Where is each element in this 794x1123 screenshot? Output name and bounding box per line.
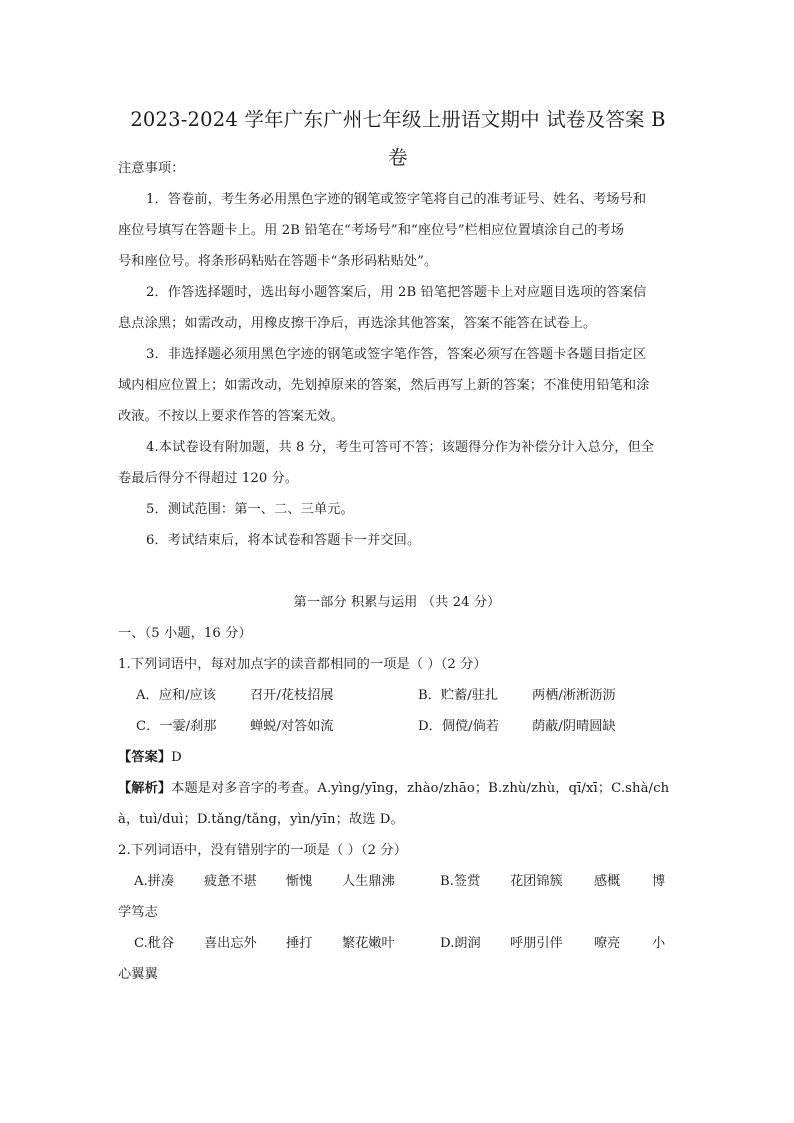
- notice-line: 3．非选择题必须用黑色字迹的钢笔或签字笔作答，答案必须写在答题卡各题目指定区: [146, 347, 647, 362]
- notice-line: 1．答卷前，考生务必用黑色字迹的钢笔或签字笔将自己的准考证号、姓名、考场号和: [146, 192, 647, 207]
- section-heading: 一、（5 小题，16 分）: [118, 626, 252, 641]
- q1-option-b-words: 两栖/淅淅沥沥: [532, 688, 616, 703]
- q1-answer: [118, 748, 684, 768]
- notice-line: 改液。不按以上要求作答的答案无效。: [118, 409, 344, 424]
- q1-option-c-words: 蝉蜕/对答如流: [250, 719, 334, 734]
- notice-line: 号和座位号。将条形码粘贴在答题卡“条形码粘贴处”。: [118, 254, 438, 269]
- q1-analysis-cont: à，tuì/duì；D.tǎng/tǎng，yìn/yīn；故选 D。: [118, 812, 404, 827]
- notice-line: 息点涂黑；如需改动，用橡皮擦干净后，再选涂其他答案，答案不能答在试卷上。: [118, 316, 597, 331]
- q2-option-a: A.拼凑: [134, 874, 175, 889]
- q2-option-c-word: 繁花嫩叶: [342, 936, 395, 951]
- q1-option-a: A．应和/应该: [136, 688, 216, 703]
- q1-analysis: [118, 779, 684, 799]
- q1-option-c: C．一霎/刹那: [136, 719, 217, 734]
- answer-value: D: [171, 750, 182, 765]
- q1-option-b: B．贮蓄/驻扎: [418, 688, 499, 703]
- q2-option-b-cont: 学笃志: [118, 905, 158, 920]
- part-heading: 第一部分 积累与运用 （共 24 分）: [293, 595, 501, 610]
- q2-option-d-word: 嘹亮: [594, 936, 621, 951]
- q2-option-b-word: 花团锦簇: [510, 874, 563, 889]
- notice-heading: 注意事项：: [118, 161, 185, 176]
- q2-option-d-word: 呼朋引伴: [510, 936, 563, 951]
- q1-option-a-words: 召开/花枝招展: [250, 688, 334, 703]
- q2-option-d-cont: 心翼翼: [118, 967, 158, 982]
- notice-line: 座位号填写在答题卡上。用 2B 铅笔在“考场号”和“座位号”栏相应位置填涂自己的考场: [118, 223, 625, 238]
- analysis-text: 本题是对多音字的考查。A.yìng/yīng，zhào/zhāo；B.zhù/zhù，qī/xī；C.shà/ch: [171, 781, 670, 796]
- q1-option-d-words: 荫蔽/阴晴圆缺: [532, 719, 616, 734]
- q2-option-c-word: 捶打: [286, 936, 313, 951]
- q2-option-b-word: 感概: [594, 874, 621, 889]
- title-line-2: 卷: [388, 146, 408, 169]
- analysis-tag: 【解析】: [118, 781, 172, 796]
- notice-line: 6．考试结束后，将本试卷和答题卡一并交回。: [146, 533, 421, 548]
- question-2-stem: 2.下列词语中，没有错别字的一项是（ ）（2 分）: [118, 843, 408, 858]
- q2-option-c: C.秕谷: [134, 936, 175, 951]
- notice-line: 5．测试范围：第一、二、三单元。: [146, 502, 354, 517]
- q2-option-c-word: 喜出忘外: [204, 936, 257, 951]
- title-line-1: 2023-2024 学年广东广州七年级上册语文期中 试卷及答案 B: [130, 108, 666, 131]
- notice-line: 4.本试卷设有附加题，共 8 分，考生可答可不答；该题得分作为补偿分计入总分，但全: [146, 440, 655, 455]
- notice-line: 卷最后得分不得超过 120 分。: [118, 471, 299, 486]
- q2-option-b-word: 博: [652, 874, 666, 889]
- q2-option-b: B.签赏: [440, 874, 481, 889]
- q2-option-a-word: 惭愧: [286, 874, 313, 889]
- question-1-stem: 1.下列词语中，每对加点字的读音都相同的一项是（ ）（2 分）: [118, 657, 487, 672]
- notice-line: 2．作答选择题时，选出每小题答案后，用 2B 铅笔把答题卡上对应题目选项的答案信: [146, 285, 647, 300]
- q2-option-a-word: 疲惫不堪: [204, 874, 257, 889]
- q2-option-a-word: 人生鼎沸: [342, 874, 395, 889]
- q2-option-d: D.朗润: [440, 936, 481, 951]
- q1-option-d: D．倜傥/倘若: [418, 719, 499, 734]
- q2-option-d-word: 小: [652, 936, 666, 951]
- answer-tag: 【答案】: [118, 750, 172, 765]
- notice-line: 域内相应位置上；如需改动，先划掉原来的答案，然后再写上新的答案；不准使用铅笔和涂: [118, 378, 650, 393]
